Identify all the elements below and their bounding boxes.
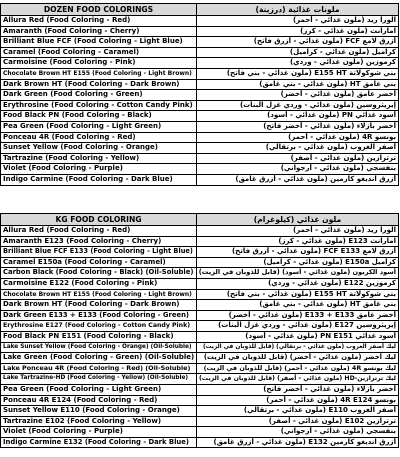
product-name-english: Violet (Food Coloring - Purple) [1, 164, 197, 175]
table-row [1, 278, 399, 289]
table-row [1, 300, 399, 311]
kg-food-coloring-table [0, 213, 399, 448]
product-name-arabic: بني شوكولاتة E155 HT (ملون غذائي - بني فاتح) [197, 289, 399, 300]
table-header-row [1, 4, 399, 16]
table-row [1, 384, 399, 395]
product-name-arabic: الورا ريد (ملون غذائي - أحمر) [197, 16, 399, 27]
product-name-arabic: أزرق انديغو كارمين (ملون غذائي - أزرق غامق) [197, 174, 399, 185]
product-name-english: Violet (Food Coloring - Purple) [1, 427, 197, 438]
product-name-english: Brilliant Blue FCF (Food Coloring - Light Blue) [1, 37, 197, 48]
table-row [1, 353, 399, 364]
product-name-arabic: إيريثروسين (ملون غذائي - وردي غزل البنات) [197, 100, 399, 111]
product-name-english: Ponceau 4R E124 (Food Coloring - Red) [1, 395, 197, 406]
table-row [1, 68, 399, 79]
product-name-english: Lake Ponceau 4R (Food Coloring - Red) (Oil-Soluble) [1, 363, 197, 374]
product-name-arabic: إيريثروسين E127 (ملون غذائي - وردي غزل البنات) [197, 321, 399, 332]
product-name-english: Lake Tartrazine-HD (Food Coloring - Yellow) (Oil-Soluble) [1, 374, 197, 385]
kg-table-body [1, 226, 399, 448]
product-name-arabic: أسود غذائي PN E151 (ملون غذائي - أسود) [197, 331, 399, 342]
table-row [1, 143, 399, 154]
product-name-arabic: بني شوكولاتة E155 HT (ملون غذائي - بني فاتح) [197, 68, 399, 79]
table-row [1, 416, 399, 427]
table-row [1, 90, 399, 101]
table-row [1, 374, 399, 385]
product-name-arabic: امارانث E123 (ملون غذائي - كرز) [197, 236, 399, 247]
product-name-arabic: أسود الكربون (ملون غذائي - أسود) (قابل للذوبان في الزيت) [197, 268, 399, 279]
table-row [1, 247, 399, 258]
table-row [1, 437, 399, 448]
product-name-english: Food Black PN (Food Coloring - Black) [1, 111, 197, 122]
header-arabic: ملونات غذائية (درزينة) [197, 4, 399, 16]
product-name-english: Lake Sunset Yellow (Food Coloring - Orange) (Oil-Soluble) [1, 342, 197, 353]
table-row [1, 331, 399, 342]
table-row [1, 174, 399, 185]
product-name-english: Indigo Carmine (Food Coloring - Dark Blue) [1, 174, 197, 185]
product-name-arabic: أخضر غامق (ملون غذائي - أخضر) [197, 90, 399, 101]
table-row [1, 406, 399, 417]
product-name-english: Erythrosine E127 (Food Coloring - Cotton Candy Pink) [1, 321, 197, 332]
dozen-food-colorings-table [0, 3, 399, 186]
table-row [1, 47, 399, 58]
product-name-english: Carmoisine (Food Coloring - Pink) [1, 58, 197, 69]
table-row [1, 26, 399, 37]
header-english: KG FOOD COLORING [1, 214, 197, 226]
table-row [1, 79, 399, 90]
product-name-arabic: بنفسجي (ملون غذائي - أرجواني) [197, 164, 399, 175]
header-arabic: ملون غذائي (كيلوغرام) [197, 214, 399, 226]
product-name-arabic: أسود غذائي PN (ملون غذائي - أسود) [197, 111, 399, 122]
table-row [1, 111, 399, 122]
product-name-arabic: امارانث (ملون غذائي - كرز) [197, 26, 399, 37]
table-row [1, 342, 399, 353]
product-name-arabic: كراميل E150a (ملون غذائي - كراميل) [197, 257, 399, 268]
product-name-english: Sunset Yellow (Food Coloring - Orange) [1, 143, 197, 154]
product-name-english: Ponceau 4R (Food Coloring - Red) [1, 132, 197, 143]
product-name-arabic: بونسو 4R (ملون غذائي - أحمر) [197, 132, 399, 143]
product-name-arabic: الورا ريد (ملون غذائي - أحمر) [197, 226, 399, 237]
product-name-arabic: ترترازين (ملون غذائي - أصفر) [197, 153, 399, 164]
product-name-english: Dark Green (Food Coloring - Green) [1, 90, 197, 101]
product-name-arabic: أخضر غامق E133 + E133 (ملون غذائي - أخضر) [197, 310, 399, 321]
product-name-arabic: أزرق لامع FCF E133 (ملون غذائي - أزرق فاتح) [197, 247, 399, 258]
table-header-row [1, 214, 399, 226]
product-name-english: Allura Red (Food Coloring - Red) [1, 16, 197, 27]
table-row [1, 132, 399, 143]
table-row [1, 310, 399, 321]
product-name-english: Sunset Yellow E110 (Food Coloring - Orange) [1, 406, 197, 417]
product-name-english: Indigo Carmine E132 (Food Coloring - Dark Blue) [1, 437, 197, 448]
product-name-arabic: ليك أخضر (ملون غذائي - أخضر) (قابل للذوبان في الزيت) [197, 353, 399, 364]
table-row [1, 257, 399, 268]
product-name-arabic: بنفسجي (ملون غذائي - أرجواني) [197, 427, 399, 438]
product-name-english: Erythrosine (Food Coloring - Cotton Candy Pink) [1, 100, 197, 111]
product-name-arabic: كراميل (ملون غذائي - كراميل) [197, 47, 399, 58]
product-name-english: Dark Green E133 + E133 (Food Coloring - Green) [1, 310, 197, 321]
table-row [1, 226, 399, 237]
product-name-english: Caramel (Food Coloring - Caramel) [1, 47, 197, 58]
product-name-english: Carmoisine E122 (Food Coloring - Pink) [1, 278, 197, 289]
product-name-arabic: أزرق لامع FCF (ملون غذائي - أزرق فاتح) [197, 37, 399, 48]
table-row [1, 100, 399, 111]
product-name-english: Amaranth (Food Coloring - Cherry) [1, 26, 197, 37]
table-row [1, 268, 399, 279]
table-row [1, 395, 399, 406]
product-name-english: Dark Brown HT (Food Coloring - Dark Brown) [1, 79, 197, 90]
table-row [1, 121, 399, 132]
product-name-arabic: بونسو 4R E124 (ملون غذائي - أحمر) [197, 395, 399, 406]
product-name-arabic: ليك بونسو 4R (ملون غذائي - أحمر) (قابل للذوبان في الزيت) [197, 363, 399, 374]
table-row [1, 58, 399, 69]
product-name-arabic: ترترازين E102 (ملون غذائي - أصفر) [197, 416, 399, 427]
table-row [1, 321, 399, 332]
table-row [1, 37, 399, 48]
product-name-arabic: أصفر الغروب E110 (ملون غذائي - برتقالي) [197, 406, 399, 417]
product-name-english: Amaranth E123 (Food Coloring - Cherry) [1, 236, 197, 247]
product-name-english: Caramel E150a (Food Coloring - Caramel) [1, 257, 197, 268]
header-english: DOZEN FOOD COLORINGS [1, 4, 197, 16]
product-name-arabic: ليك ترترازين-HD (ملون غذائي - أصفر) (قابل للذوبان في الزيت) [197, 374, 399, 385]
product-name-arabic: كرموزين (ملون غذائي - وردي) [197, 58, 399, 69]
product-name-english: Brilliant Blue FCF E133 (Food Coloring - Light Blue) [1, 247, 197, 258]
product-name-arabic: أخضر بازلاء (ملون غذائي - أخضر فاتح) [197, 121, 399, 132]
product-name-english: Food Black PN E151 (Food Coloring - Black) [1, 331, 197, 342]
product-name-arabic: ليك أصفر الغروب (ملون غذائي - برتقالي) (قابل للذوبان في الزيت) [197, 342, 399, 353]
product-name-english: Pea Green (Food Coloring - Light Green) [1, 384, 197, 395]
product-name-arabic: أزرق انديغو كارمين E132 (ملون غذائي - أزرق غامق) [197, 437, 399, 448]
product-name-arabic: بني غامق HT (ملون غذائي - بني غامق) [197, 79, 399, 90]
table-row [1, 363, 399, 374]
product-name-arabic: أصفر الغروب (ملون غذائي - برتقالي) [197, 143, 399, 154]
product-name-english: Tartrazine E102 (Food Coloring - Yellow) [1, 416, 197, 427]
product-name-arabic: كرموزين E122 (ملون غذائي - وردي) [197, 278, 399, 289]
table-row [1, 289, 399, 300]
dozen-table-body [1, 16, 399, 186]
product-name-arabic: بني غامق HT (ملون غذائي - بني غامق) [197, 300, 399, 311]
product-name-english: Tartrazine (Food Coloring - Yellow) [1, 153, 197, 164]
product-name-english: Pea Green (Food Coloring - Light Green) [1, 121, 197, 132]
table-row [1, 153, 399, 164]
product-name-english: Dark Brown HT (Food Coloring - Dark Brown) [1, 300, 197, 311]
product-name-english: Lake Green (Food Coloring - Green) (Oil-Soluble) [1, 353, 197, 364]
table-row [1, 164, 399, 175]
table-row [1, 236, 399, 247]
product-name-english: Carbon Black (Food Coloring - Black) (Oil-Soluble) [1, 268, 197, 279]
table-row [1, 16, 399, 27]
table-row [1, 427, 399, 438]
product-name-english: Chocolate Brown HT E155 (Food Coloring - Light Brown) [1, 289, 197, 300]
product-name-arabic: أخضر بازلاء (ملون غذائي - أخضر فاتح) [197, 384, 399, 395]
product-name-english: Chocolate Brown HT E155 (Food Coloring - Light Brown) [1, 68, 197, 79]
product-name-english: Allura Red (Food Coloring - Red) [1, 226, 197, 237]
